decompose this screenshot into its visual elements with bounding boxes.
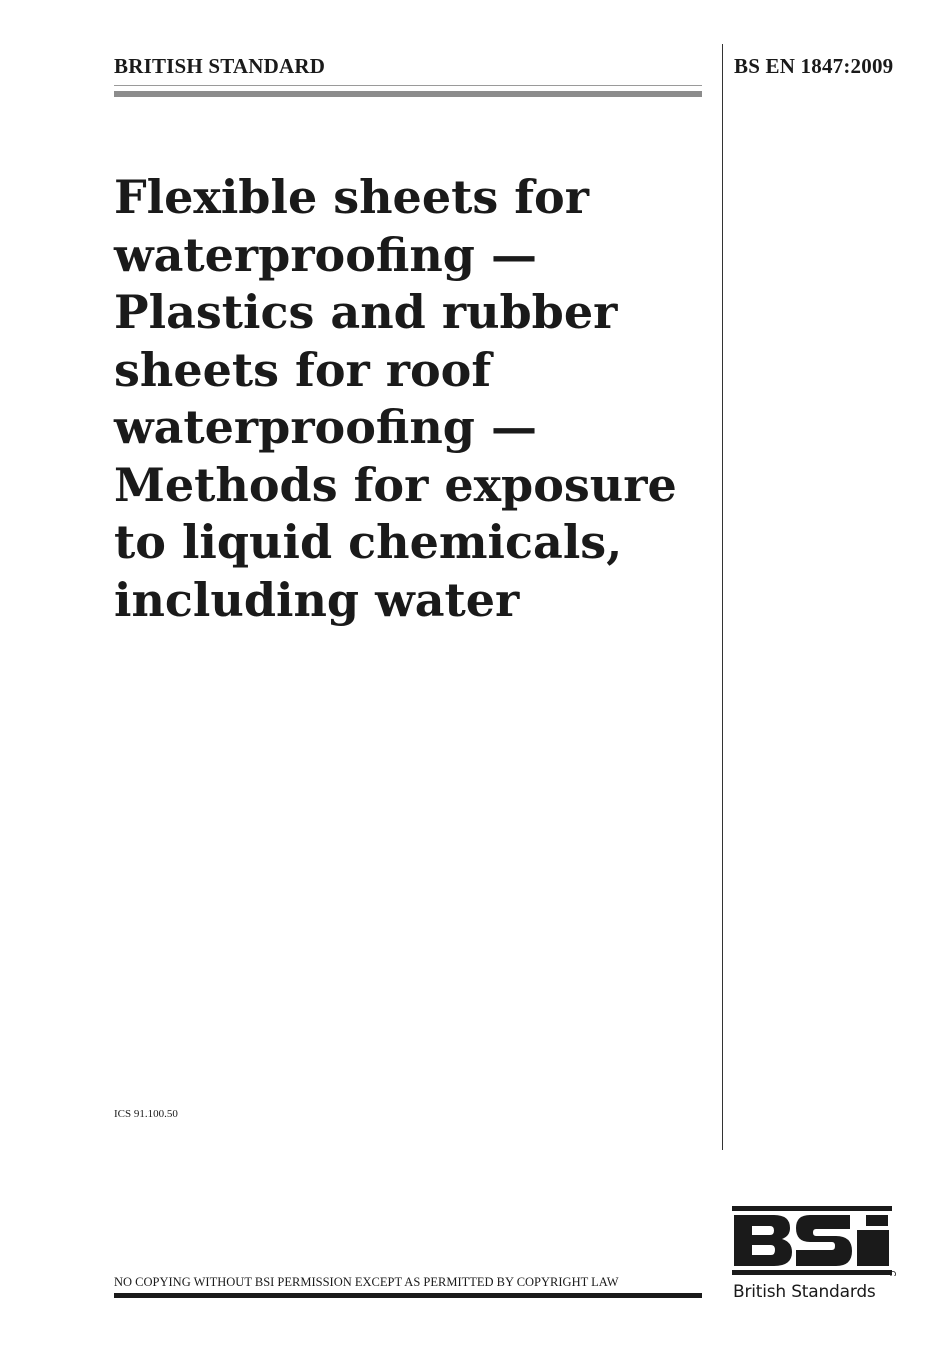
title-line: waterproofing —	[114, 400, 537, 454]
title-line: Flexible sheets for	[114, 170, 589, 224]
copyright-notice: NO COPYING WITHOUT BSI PERMISSION EXCEPT AS PERMITTED BY COPYRIGHT LAW	[114, 1275, 619, 1289]
header-thick-rule	[114, 91, 702, 97]
standard-number: BS EN 1847:2009	[734, 54, 894, 78]
bsi-logo	[732, 1206, 896, 1306]
title-line: to liquid chemicals,	[114, 515, 623, 569]
title-line: waterproofing —	[114, 227, 537, 282]
ics-code: ICS 91.100.50	[114, 1108, 178, 1120]
title-line: Methods for exposure	[114, 457, 677, 512]
header-thin-rule	[114, 85, 702, 86]
title-line: sheets for roof	[114, 342, 492, 397]
footer-rule	[114, 1293, 702, 1298]
title-line: including water	[114, 572, 520, 627]
document-type-label: BRITISH STANDARD	[114, 54, 326, 78]
bsi-logo-caption: British Standards	[733, 1282, 876, 1302]
title-line: Plastics and rubber	[114, 285, 618, 339]
bsi-logo-icon	[732, 1206, 896, 1276]
vertical-divider	[722, 44, 723, 1150]
document-title	[114, 169, 714, 629]
